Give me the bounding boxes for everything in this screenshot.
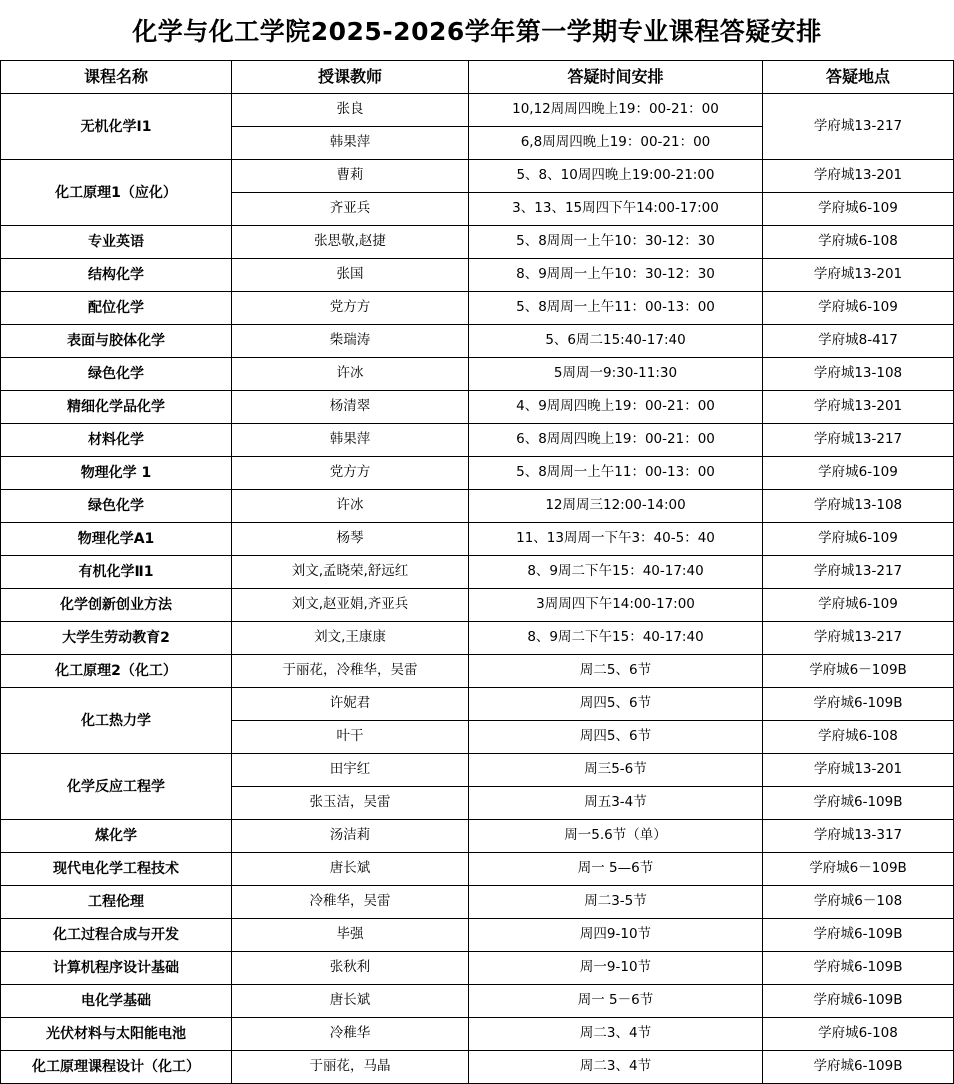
time-cell: 周二3-5节	[469, 886, 763, 919]
time-cell: 周四5、6节	[469, 721, 763, 754]
table-row	[1, 655, 954, 688]
course-name-cell: 化学创新创业方法	[1, 589, 232, 622]
place-cell: 学府城6-109	[763, 193, 954, 226]
course-name-cell: 化工原理1（应化）	[1, 160, 232, 226]
time-cell: 周一5.6节（单）	[469, 820, 763, 853]
teacher-cell: 张秋利	[232, 952, 469, 985]
table-row	[1, 391, 954, 424]
teacher-cell: 杨清翠	[232, 391, 469, 424]
place-cell: 学府城6-109B	[763, 919, 954, 952]
table-row	[1, 358, 954, 391]
course-name-cell: 工程伦理	[1, 886, 232, 919]
place-cell: 学府城13-108	[763, 490, 954, 523]
table-row	[1, 556, 954, 589]
time-cell: 周四5、6节	[469, 688, 763, 721]
place-cell: 学府城6-109	[763, 292, 954, 325]
table-body	[1, 94, 954, 1084]
place-cell: 学府城13-217	[763, 622, 954, 655]
time-cell: 周五3-4节	[469, 787, 763, 820]
teacher-cell: 柴瑞涛	[232, 325, 469, 358]
time-cell: 5、8周周一上午11：00-13：00	[469, 292, 763, 325]
table-row	[1, 490, 954, 523]
teacher-cell: 韩果萍	[232, 127, 469, 160]
teacher-cell: 张玉洁，吴雷	[232, 787, 469, 820]
place-cell: 学府城6-109	[763, 523, 954, 556]
header-row	[1, 61, 954, 94]
teacher-cell: 张良	[232, 94, 469, 127]
time-cell: 5、8周周一上午11：00-13：00	[469, 457, 763, 490]
course-name-cell: 绿色化学	[1, 490, 232, 523]
teacher-cell: 冷稚华，吴雷	[232, 886, 469, 919]
table-row	[1, 457, 954, 490]
time-cell: 3周周四下午14:00-17:00	[469, 589, 763, 622]
course-name-cell: 绿色化学	[1, 358, 232, 391]
qa-schedule-table	[0, 60, 954, 1084]
place-cell: 学府城13-201	[763, 391, 954, 424]
place-cell: 学府城13-108	[763, 358, 954, 391]
place-cell: 学府城6-109	[763, 589, 954, 622]
teacher-cell: 叶干	[232, 721, 469, 754]
place-cell: 学府城6-109B	[763, 985, 954, 1018]
teacher-cell: 于丽花，冷稚华，吴雷	[232, 655, 469, 688]
place-cell: 学府城6-109B	[763, 688, 954, 721]
course-name-cell: 专业英语	[1, 226, 232, 259]
teacher-cell: 唐长斌	[232, 985, 469, 1018]
course-name-cell: 结构化学	[1, 259, 232, 292]
place-cell: 学府城6-109	[763, 457, 954, 490]
time-cell: 5周周一9:30-11:30	[469, 358, 763, 391]
place-cell: 学府城13-201	[763, 259, 954, 292]
course-name-cell: 化学反应工程学	[1, 754, 232, 820]
table-row	[1, 886, 954, 919]
table-row	[1, 820, 954, 853]
course-name-cell: 大学生劳动教育2	[1, 622, 232, 655]
table-row	[1, 622, 954, 655]
teacher-cell: 杨琴	[232, 523, 469, 556]
table-row	[1, 952, 954, 985]
table-row	[1, 424, 954, 457]
teacher-cell: 许冰	[232, 358, 469, 391]
place-cell: 学府城6－109B	[763, 655, 954, 688]
teacher-cell: 齐亚兵	[232, 193, 469, 226]
teacher-cell: 许冰	[232, 490, 469, 523]
table-row	[1, 325, 954, 358]
time-cell: 8、9周周一上午10：30-12：30	[469, 259, 763, 292]
time-cell: 周一 5－6节	[469, 985, 763, 1018]
table-row	[1, 589, 954, 622]
teacher-cell: 党方方	[232, 292, 469, 325]
place-cell: 学府城6－109B	[763, 853, 954, 886]
course-name-cell: 化工热力学	[1, 688, 232, 754]
time-cell: 周四9-10节	[469, 919, 763, 952]
time-cell: 周二5、6节	[469, 655, 763, 688]
course-name-cell: 有机化学Ⅱ1	[1, 556, 232, 589]
time-cell: 4、9周周四晚上19：00-21：00	[469, 391, 763, 424]
teacher-cell: 唐长斌	[232, 853, 469, 886]
course-name-cell: 表面与胶体化学	[1, 325, 232, 358]
course-name-cell: 物理化学 1	[1, 457, 232, 490]
time-cell: 8、9周二下午15：40-17:40	[469, 622, 763, 655]
teacher-cell: 于丽花，马晶	[232, 1051, 469, 1084]
time-cell: 周三5-6节	[469, 754, 763, 787]
time-cell: 5、6周二15:40-17:40	[469, 325, 763, 358]
place-cell: 学府城6-108	[763, 226, 954, 259]
time-cell: 8、9周二下午15：40-17:40	[469, 556, 763, 589]
time-cell: 周一9-10节	[469, 952, 763, 985]
time-cell: 6,8周周四晚上19：00-21：00	[469, 127, 763, 160]
table-row	[1, 226, 954, 259]
teacher-cell: 刘文,赵亚娟,齐亚兵	[232, 589, 469, 622]
teacher-cell: 党方方	[232, 457, 469, 490]
table-row	[1, 853, 954, 886]
course-name-cell: 光伏材料与太阳能电池	[1, 1018, 232, 1051]
table-row	[1, 160, 954, 193]
course-name-cell: 化工原理2（化工）	[1, 655, 232, 688]
header-place: 答疑地点	[763, 61, 954, 94]
header-time: 答疑时间安排	[469, 61, 763, 94]
table-row	[1, 688, 954, 721]
place-cell: 学府城13-201	[763, 754, 954, 787]
course-name-cell: 现代电化学工程技术	[1, 853, 232, 886]
time-cell: 5、8周周一上午10：30-12：30	[469, 226, 763, 259]
teacher-cell: 毕强	[232, 919, 469, 952]
place-cell: 学府城6-108	[763, 1018, 954, 1051]
table-row	[1, 985, 954, 1018]
header-course: 课程名称	[1, 61, 232, 94]
place-cell: 学府城13-317	[763, 820, 954, 853]
course-name-cell: 化工过程合成与开发	[1, 919, 232, 952]
time-cell: 周一 5—6节	[469, 853, 763, 886]
time-cell: 12周周三12:00-14:00	[469, 490, 763, 523]
course-name-cell: 煤化学	[1, 820, 232, 853]
teacher-cell: 刘文,孟晓荣,舒远红	[232, 556, 469, 589]
place-cell: 学府城6－108	[763, 886, 954, 919]
table-row	[1, 259, 954, 292]
course-name-cell: 精细化学品化学	[1, 391, 232, 424]
page-title: 化学与化工学院2025-2026学年第一学期专业课程答疑安排	[132, 17, 822, 46]
teacher-cell: 许妮君	[232, 688, 469, 721]
teacher-cell: 刘文,王康康	[232, 622, 469, 655]
time-cell: 10,12周周四晚上19：00-21：00	[469, 94, 763, 127]
course-name-cell: 配位化学	[1, 292, 232, 325]
place-cell: 学府城13-201	[763, 160, 954, 193]
place-cell: 学府城13-217	[763, 424, 954, 457]
time-cell: 周二3、4节	[469, 1051, 763, 1084]
place-cell: 学府城6-109B	[763, 1051, 954, 1084]
place-cell: 学府城8-417	[763, 325, 954, 358]
teacher-cell: 汤洁莉	[232, 820, 469, 853]
teacher-cell: 田宇红	[232, 754, 469, 787]
time-cell: 周二3、4节	[469, 1018, 763, 1051]
course-name-cell: 物理化学A1	[1, 523, 232, 556]
teacher-cell: 张思敬,赵捷	[232, 226, 469, 259]
header-teacher: 授课教师	[232, 61, 469, 94]
place-cell: 学府城6-108	[763, 721, 954, 754]
course-name-cell: 电化学基础	[1, 985, 232, 1018]
teacher-cell: 曹莉	[232, 160, 469, 193]
teacher-cell: 张国	[232, 259, 469, 292]
table-row	[1, 919, 954, 952]
course-name-cell: 化工原理课程设计（化工）	[1, 1051, 232, 1084]
table-row	[1, 1018, 954, 1051]
table-row	[1, 754, 954, 787]
table-row	[1, 1051, 954, 1084]
time-cell: 6、8周周四晚上19：00-21：00	[469, 424, 763, 457]
time-cell: 11、13周周一下午3：40-5：40	[469, 523, 763, 556]
time-cell: 5、8、10周四晚上19:00-21:00	[469, 160, 763, 193]
time-cell: 3、13、15周四下午14:00-17:00	[469, 193, 763, 226]
place-cell: 学府城13-217	[763, 556, 954, 589]
place-cell: 学府城13-217	[763, 94, 954, 160]
table-row	[1, 292, 954, 325]
course-name-cell: 无机化学Ⅰ1	[1, 94, 232, 160]
teacher-cell: 韩果萍	[232, 424, 469, 457]
teacher-cell: 冷稚华	[232, 1018, 469, 1051]
table-row	[1, 523, 954, 556]
course-name-cell: 计算机程序设计基础	[1, 952, 232, 985]
place-cell: 学府城6-109B	[763, 952, 954, 985]
place-cell: 学府城6-109B	[763, 787, 954, 820]
course-name-cell: 材料化学	[1, 424, 232, 457]
table-row	[1, 94, 954, 127]
